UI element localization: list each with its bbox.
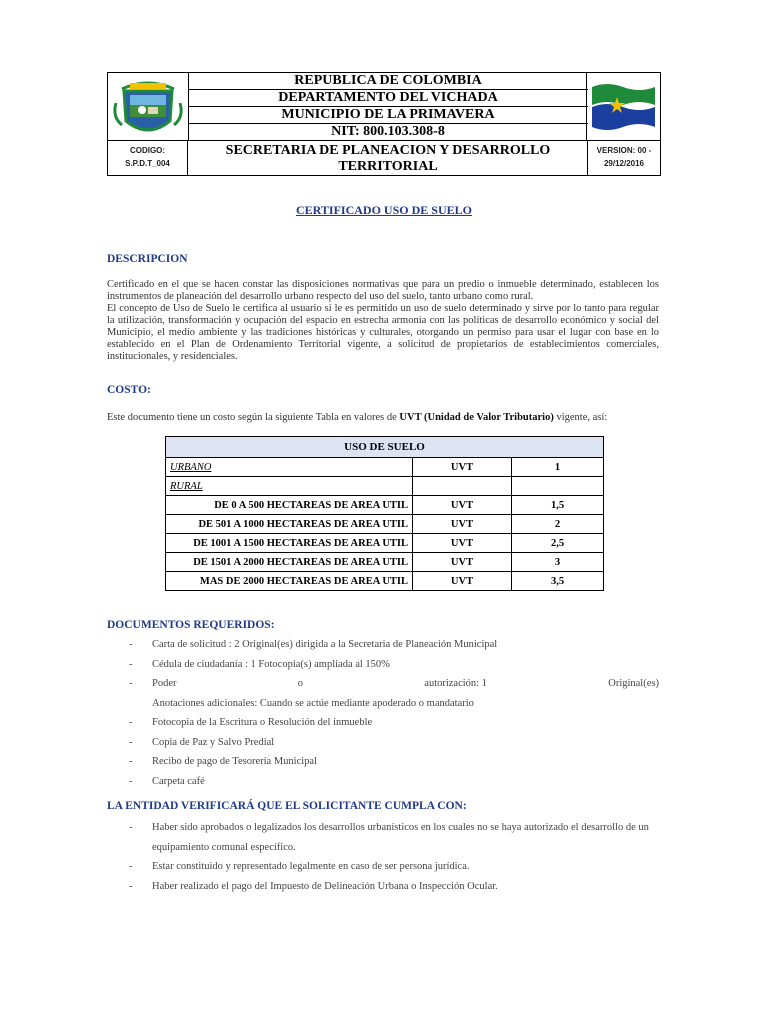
doc-item-7: Carpeta café bbox=[152, 775, 205, 787]
rural-label: RURAL bbox=[166, 477, 413, 496]
table-row bbox=[166, 477, 604, 496]
list-item bbox=[107, 818, 659, 857]
shield-icon bbox=[108, 73, 188, 140]
list-dash: - bbox=[129, 678, 133, 689]
doc-item-4: Fotocopia de la Escritura o Resolución del inmueble bbox=[152, 717, 373, 728]
doc-item-3-note: Anotaciones adicionales: Cuando se actúe mediante apoderado o mandatario bbox=[152, 697, 474, 709]
header-titles bbox=[188, 73, 588, 175]
range-value: 2 bbox=[512, 515, 604, 534]
list-item bbox=[107, 772, 659, 792]
municipal-shield-logo bbox=[108, 73, 189, 140]
code-cell bbox=[108, 140, 188, 175]
costo-pre: Este documento tiene un costo según la siguiente Tabla en valores de bbox=[107, 412, 400, 423]
office-line-1: SECRETARIA DE PLANEACION Y DESARROLLO bbox=[225, 143, 551, 158]
list-dash: - bbox=[129, 639, 133, 650]
doc-item-6: Recibo de pago de Tesorería Municipal bbox=[152, 756, 317, 767]
list-item bbox=[107, 635, 659, 655]
list-dash: - bbox=[129, 822, 133, 833]
list-item bbox=[107, 655, 659, 675]
doc-item-3-c: autorización: 1 bbox=[424, 678, 487, 689]
table-row bbox=[166, 553, 604, 572]
range-value: 1,5 bbox=[512, 496, 604, 515]
version-cell bbox=[587, 140, 660, 175]
range-label: MAS DE 2000 HECTAREAS DE AREA UTIL bbox=[166, 572, 413, 591]
code-label: CODIGO: bbox=[129, 146, 166, 155]
table-row bbox=[166, 515, 604, 534]
range-value: 3,5 bbox=[512, 572, 604, 591]
fees-table bbox=[165, 436, 604, 591]
table-header-row bbox=[166, 437, 604, 458]
header-office bbox=[188, 141, 588, 177]
table-row bbox=[166, 572, 604, 591]
doc-item-3 bbox=[152, 674, 659, 694]
doc-item-1: Carta de solicitud : 2 Original(es) dirigida a la Secretaria de Planeación Municipal bbox=[152, 639, 498, 650]
table-row bbox=[166, 534, 604, 553]
documentos-heading: DOCUMENTOS REQUERIDOS: bbox=[107, 619, 275, 631]
office-line-2: TERRITORIAL bbox=[338, 159, 438, 174]
list-dash: - bbox=[129, 717, 133, 728]
range-unit: UVT bbox=[413, 553, 512, 572]
range-label: DE 0 A 500 HECTAREAS DE AREA UTIL bbox=[166, 496, 413, 515]
costo-text bbox=[107, 412, 607, 423]
list-dash: - bbox=[129, 880, 133, 892]
documentos-list bbox=[107, 635, 659, 791]
header-nit: NIT: 800.103.308-8 bbox=[188, 124, 588, 141]
doc-item-2: Cédula de ciudadanía : 1 Fotocopia(s) ampliada al 150% bbox=[152, 658, 390, 670]
descripcion-text bbox=[107, 279, 659, 363]
table-row bbox=[166, 458, 604, 477]
version-label: VERSION: 00 - bbox=[596, 146, 652, 155]
descripcion-paragraph-2: El concepto de Uso de Suelo le certifica al usuario si le es permitido un uso de suelo determinado y sirve por lo tanto para regular la utilización, transformación y ocupación del espacio en estrecha armonía con las políticas de desarrollo económico y social del Municipio, el medio ambiente y las tradiciones históricas y culturales, otorgando un permiso para usar el lugar con base en lo establecido en el Plan de Ordenamiento Territorial vigente, a solicitud de propietarios de establecimientos comerciales, institucionales, y residenciales. bbox=[107, 303, 659, 362]
flag-icon bbox=[587, 73, 660, 140]
list-dash: - bbox=[129, 736, 133, 748]
table-header: USO DE SUELO bbox=[166, 437, 604, 458]
list-item-note bbox=[107, 694, 659, 714]
rural-value-empty bbox=[512, 477, 604, 496]
range-label: DE 1001 A 1500 HECTAREAS DE AREA UTIL bbox=[166, 534, 413, 553]
page-title: CERTIFICADO USO DE SUELO bbox=[296, 203, 472, 217]
range-unit: UVT bbox=[413, 496, 512, 515]
table-row bbox=[166, 496, 604, 515]
doc-item-3-a: Poder bbox=[152, 678, 177, 689]
range-unit: UVT bbox=[413, 572, 512, 591]
doc-item-3-d: Original(es) bbox=[608, 678, 659, 689]
verify-item-2: Estar constituido y representado legalmente en caso de ser persona jurídica. bbox=[152, 861, 470, 872]
list-item bbox=[107, 752, 659, 772]
rural-unit-empty bbox=[413, 477, 512, 496]
descripcion-paragraph-1: Certificado en el que se hacen constar las disposiciones normativas que para un predio o inmueble determinado, establecen los instrumentos de planeación del desarrollo urbano respecto del uso del suelo, tanto urbano como rural. bbox=[107, 279, 659, 302]
costo-uvt-bold: UVT (Unidad de Valor Tributario) bbox=[399, 412, 554, 423]
verify-item-1: Haber sido aprobados o legalizados los desarrollos urbanísticos en los cuales no se haya autorizado el desarrollo de un equipamiento comunal específico. bbox=[152, 822, 649, 853]
range-label: DE 1501 A 2000 HECTAREAS DE AREA UTIL bbox=[166, 553, 413, 572]
list-dash: - bbox=[129, 775, 133, 787]
range-unit: UVT bbox=[413, 534, 512, 553]
range-unit: UVT bbox=[413, 515, 512, 534]
costo-heading: COSTO: bbox=[107, 384, 151, 396]
header-municipality: MUNICIPIO DE LA PRIMAVERA bbox=[188, 107, 588, 124]
version-date: 29/12/2016 bbox=[603, 159, 645, 168]
list-item bbox=[107, 674, 659, 694]
list-item bbox=[107, 713, 659, 733]
code-value: S.P.D.T_004 bbox=[125, 159, 170, 168]
doc-item-5: Copia de Paz y Salvo Predial bbox=[152, 736, 275, 748]
header-department: DEPARTAMENTO DEL VICHADA bbox=[188, 90, 588, 107]
vichada-flag bbox=[586, 73, 660, 140]
header-republic: REPUBLICA DE COLOMBIA bbox=[188, 73, 588, 90]
verifica-list bbox=[107, 818, 659, 896]
verifica-heading: LA ENTIDAD VERIFICARÁ QUE EL SOLICITANTE CUMPLA CON: bbox=[107, 800, 467, 812]
urbano-value: 1 bbox=[512, 458, 604, 477]
list-dash: - bbox=[129, 756, 133, 767]
costo-post: vigente, así: bbox=[553, 412, 608, 423]
list-dash: - bbox=[129, 861, 133, 872]
list-item bbox=[107, 877, 659, 897]
document-header bbox=[107, 72, 661, 176]
range-value: 2,5 bbox=[512, 534, 604, 553]
descripcion-heading: DESCRIPCION bbox=[107, 253, 188, 265]
verify-item-3: Haber realizado el pago del Impuesto de Delineación Urbana o Inspección Ocular. bbox=[152, 880, 498, 892]
list-item bbox=[107, 857, 659, 877]
range-value: 3 bbox=[512, 553, 604, 572]
urbano-unit: UVT bbox=[413, 458, 512, 477]
doc-item-3-b: o bbox=[297, 678, 304, 689]
list-dash: - bbox=[129, 658, 133, 670]
urbano-label: URBANO bbox=[166, 458, 413, 477]
range-label: DE 501 A 1000 HECTAREAS DE AREA UTIL bbox=[166, 515, 413, 534]
list-item bbox=[107, 733, 659, 753]
